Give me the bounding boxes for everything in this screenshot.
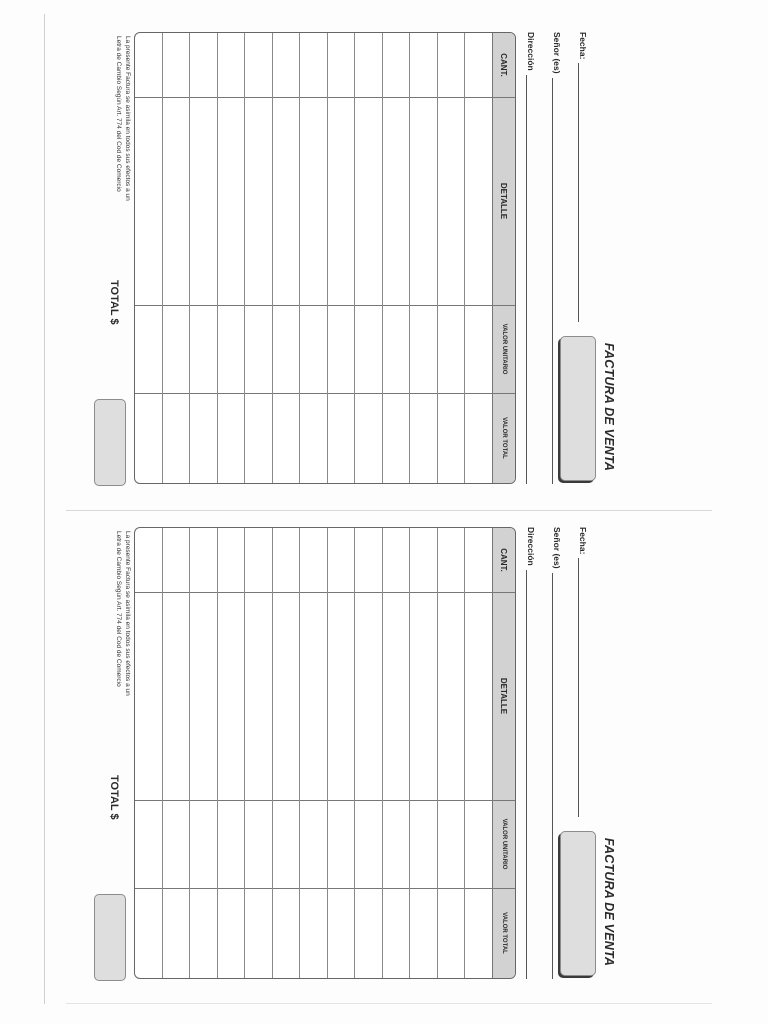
items-table-header xyxy=(492,33,515,483)
table-row-line xyxy=(217,528,218,978)
table-row-line xyxy=(409,528,410,978)
table-row-line xyxy=(189,33,190,483)
table-row-line xyxy=(354,33,355,483)
column-divider xyxy=(135,800,515,801)
legal-note-line-1: La presente Factura se asimila en todos sus efectos a un xyxy=(124,531,131,696)
legal-note-line-2: Letra de Cambio Según Art. 774 del Cod de Comercio xyxy=(115,36,122,192)
legal-note xyxy=(114,36,132,276)
table-row-line xyxy=(327,528,328,978)
customer-field[interactable] xyxy=(552,32,566,484)
legal-note-line-2: Letra de Cambio Según Art. 774 del Cod de Comercio xyxy=(115,531,122,687)
col-header-valor-total: VALOR TOTAL xyxy=(501,417,508,459)
legal-note xyxy=(114,531,132,771)
column-divider xyxy=(135,393,515,394)
table-row-line xyxy=(437,528,438,978)
table-row-line xyxy=(162,528,163,978)
col-header-detalle: DETALLE xyxy=(499,677,509,715)
table-row-line xyxy=(437,33,438,483)
invoice-form-top xyxy=(80,32,620,484)
legal-note-line-1: La presente Factura se asimila en todos sus efectos a un xyxy=(124,36,131,201)
items-table xyxy=(134,527,516,979)
customer-label: Señor (es) xyxy=(552,32,562,74)
items-table xyxy=(134,32,516,484)
table-row-line xyxy=(354,528,355,978)
col-header-cant: CANT. xyxy=(499,53,509,77)
date-line xyxy=(578,558,589,817)
col-header-valor-total: VALOR TOTAL xyxy=(501,912,508,954)
table-row-line xyxy=(189,528,190,978)
column-divider xyxy=(135,592,515,593)
address-field[interactable] xyxy=(526,527,540,979)
col-header-detalle: DETALLE xyxy=(499,182,509,220)
customer-label: Señor (es) xyxy=(552,527,562,569)
cut-line xyxy=(66,510,712,511)
table-row-line xyxy=(299,528,300,978)
table-row-line xyxy=(162,33,163,483)
table-row-line xyxy=(244,528,245,978)
col-header-valor-unitario: VALOR UNITARIO xyxy=(501,818,508,870)
total-amount-box[interactable] xyxy=(94,399,126,486)
column-divider xyxy=(135,97,515,98)
page-edge-line xyxy=(44,14,45,1004)
customer-field[interactable] xyxy=(552,527,566,979)
table-row-line xyxy=(244,33,245,483)
page-bottom-line xyxy=(66,1003,712,1004)
table-row-line xyxy=(327,33,328,483)
table-row-line xyxy=(464,33,465,483)
address-field[interactable] xyxy=(526,32,540,484)
address-label: Dirección xyxy=(526,527,536,566)
invoice-title: FACTURA DE VENTA xyxy=(602,342,616,472)
table-row-line xyxy=(382,33,383,483)
column-divider xyxy=(135,888,515,889)
date-label: Fecha: xyxy=(578,32,588,60)
address-label: Dirección xyxy=(526,32,536,71)
table-row-line xyxy=(382,528,383,978)
col-header-valor-unitario: VALOR UNITARIO xyxy=(501,323,508,375)
table-row-line xyxy=(272,528,273,978)
table-row-line xyxy=(464,528,465,978)
address-line xyxy=(526,75,537,484)
date-field[interactable] xyxy=(578,527,592,817)
table-row-line xyxy=(272,33,273,483)
column-divider xyxy=(135,305,515,306)
date-label: Fecha: xyxy=(578,527,588,555)
customer-line xyxy=(552,78,563,484)
table-row-line xyxy=(217,33,218,483)
total-label: TOTAL $ xyxy=(108,775,120,820)
table-row-line xyxy=(409,33,410,483)
date-line xyxy=(578,63,589,322)
total-label: TOTAL $ xyxy=(108,280,120,325)
date-field[interactable] xyxy=(578,32,592,322)
address-line xyxy=(526,570,537,979)
col-header-cant: CANT. xyxy=(499,548,509,572)
items-table-header xyxy=(492,528,515,978)
invoice-title: FACTURA DE VENTA xyxy=(602,837,616,967)
total-amount-box[interactable] xyxy=(94,894,126,981)
table-row-line xyxy=(299,33,300,483)
customer-line xyxy=(552,573,563,979)
invoice-form-bottom xyxy=(80,527,620,979)
